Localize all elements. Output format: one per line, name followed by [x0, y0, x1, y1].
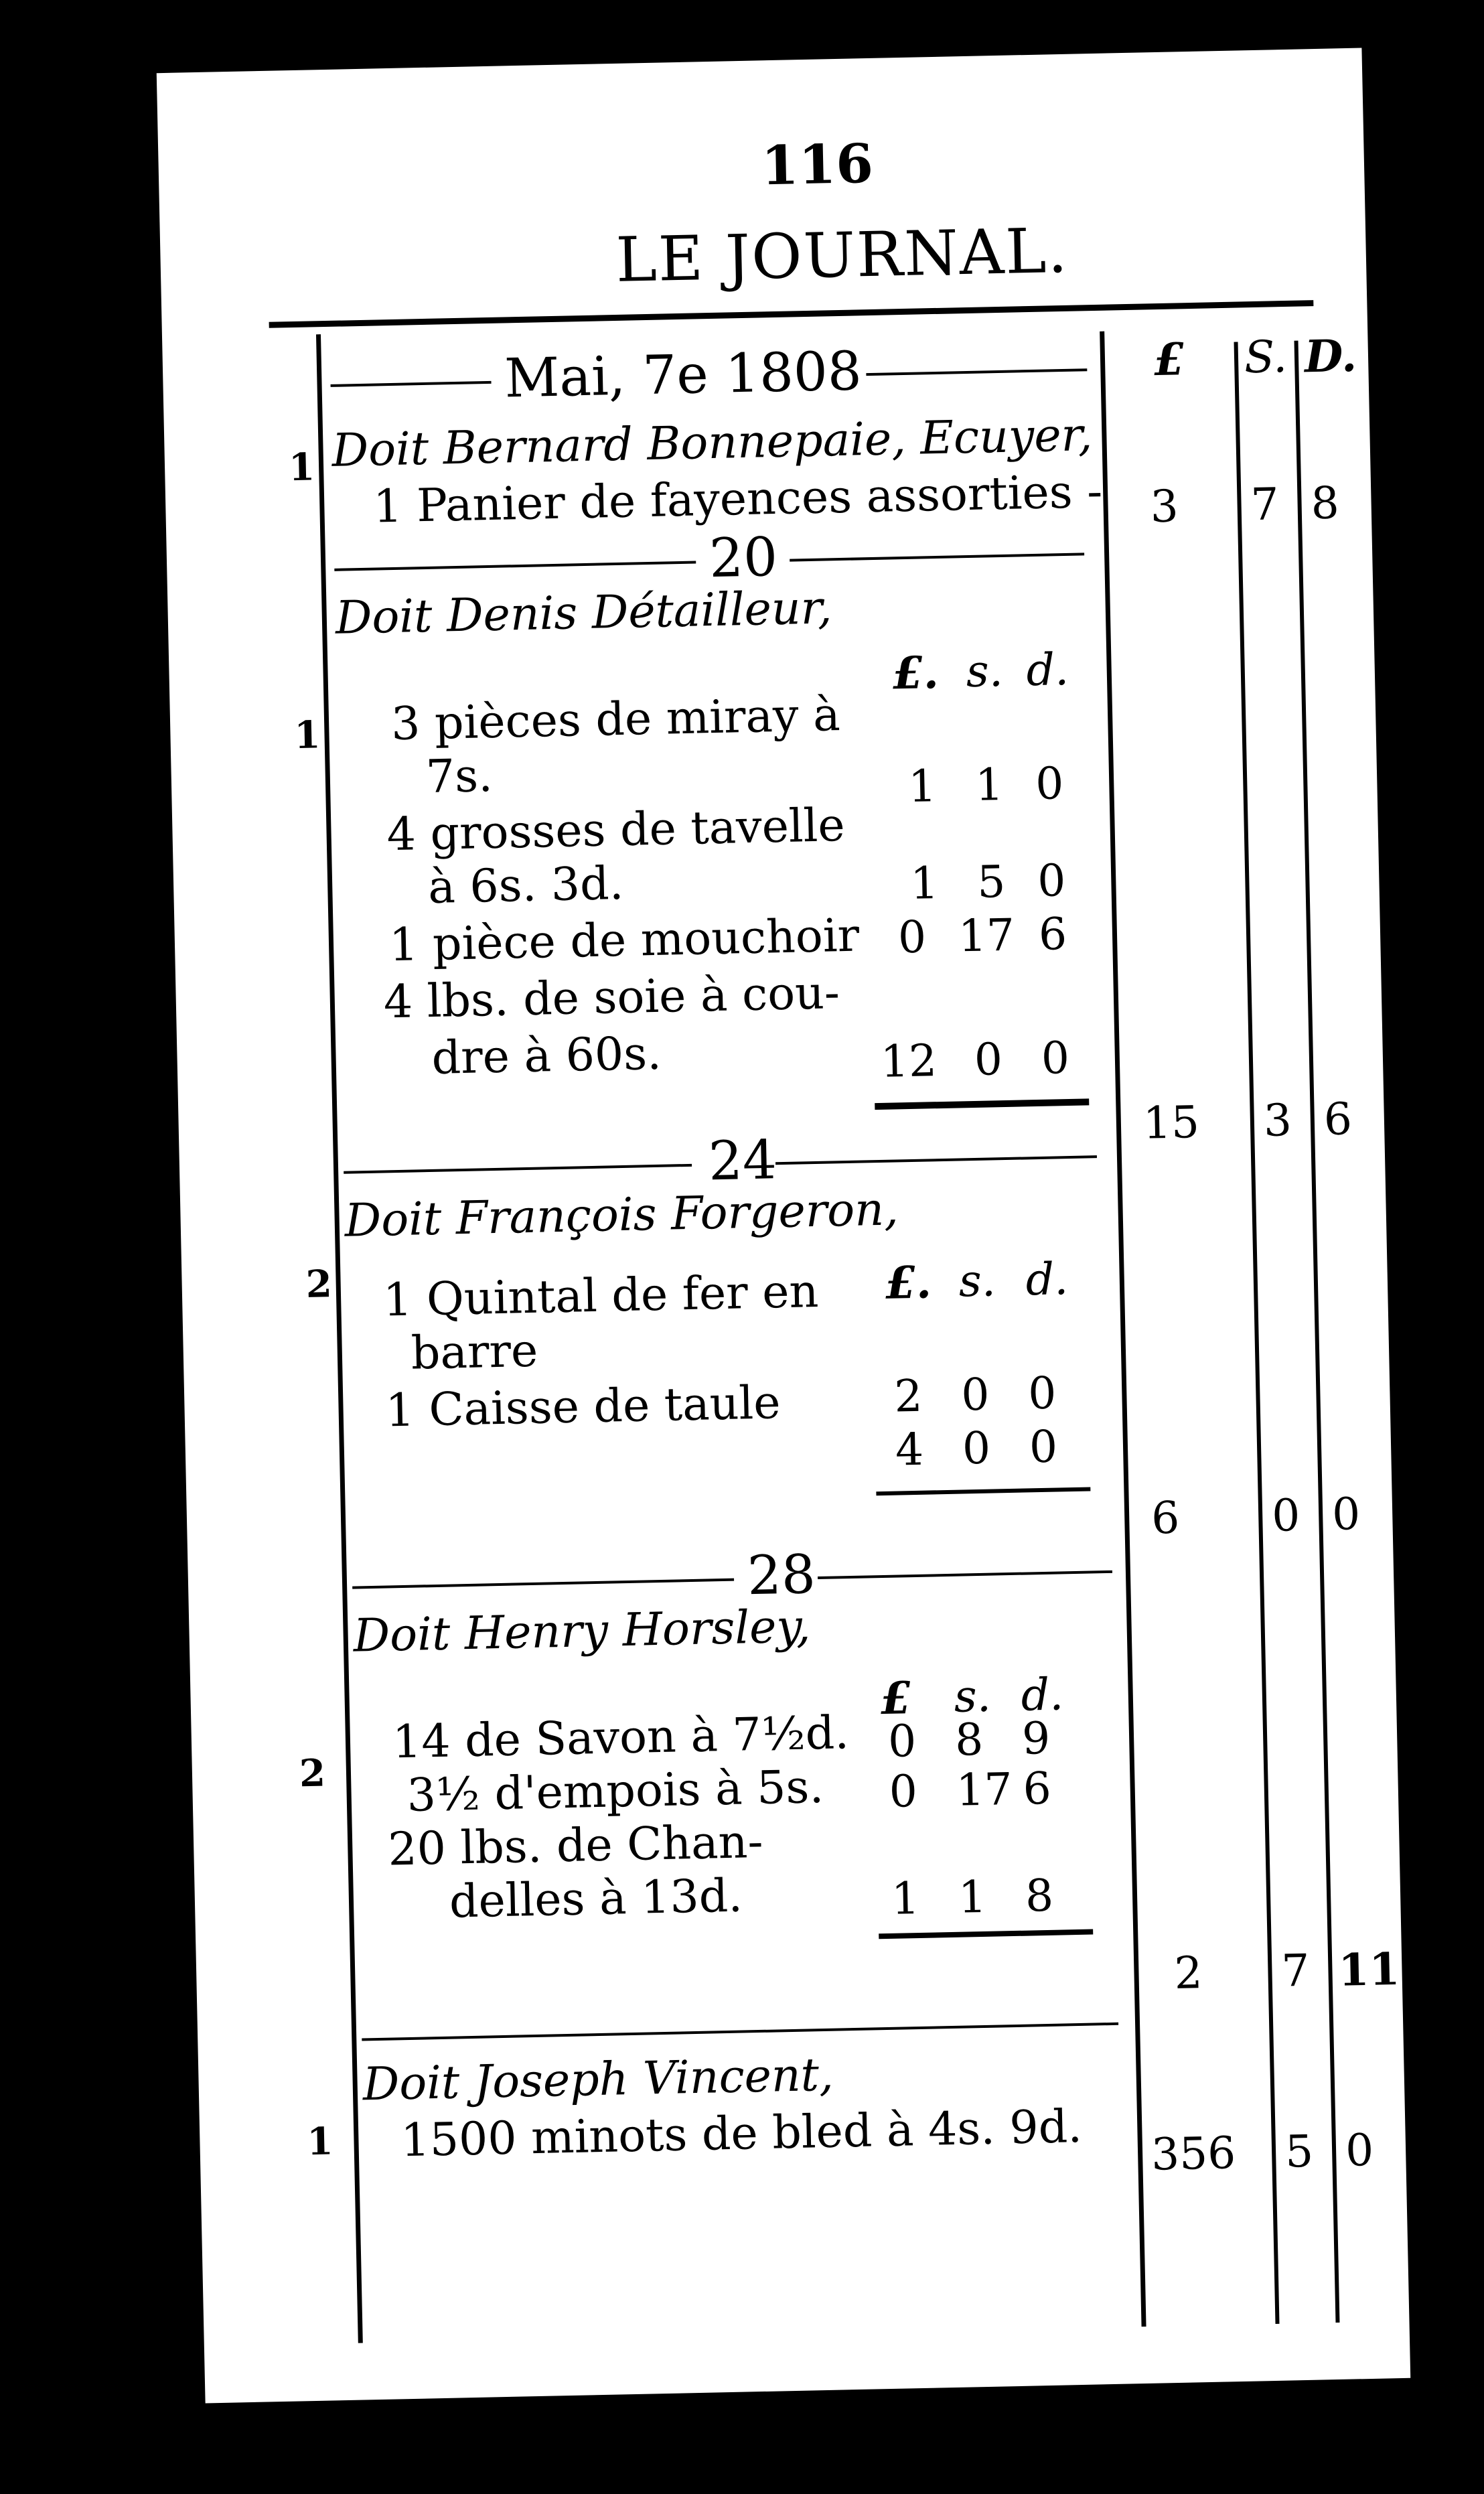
- total-pounds: 6: [1151, 1491, 1181, 1544]
- sub-header-pounds: £.: [885, 1256, 932, 1309]
- item-pounds: 0: [897, 911, 927, 964]
- subtotal-rule: [875, 1098, 1089, 1110]
- item-description: 4 grosses de tavelle: [386, 798, 846, 862]
- debtor-name: Doit Joseph Vincent,: [362, 2048, 834, 2112]
- page-number: 116: [760, 131, 874, 198]
- item-pence: 0: [1037, 855, 1067, 907]
- folio-marker: 2: [305, 1262, 333, 1307]
- debtor-name: Doit François Forgeron,: [344, 1183, 899, 1248]
- total-pounds: 3: [1149, 480, 1179, 533]
- debtor-name: Doit Henry Horsley,: [352, 1600, 812, 1663]
- total-pence: 6: [1323, 1093, 1353, 1146]
- entry-date: 20: [709, 525, 778, 590]
- item-shillings: 1: [958, 1871, 987, 1923]
- sub-header-pence: d.: [1025, 643, 1069, 696]
- item-pence: 0: [1029, 1420, 1058, 1473]
- folio-marker: 1: [306, 2119, 334, 2165]
- item-description-cont: barre: [411, 1324, 538, 1380]
- item-pence: 0: [1041, 1032, 1070, 1084]
- sub-header-pence: d.: [1025, 1253, 1069, 1306]
- entry-date: Mai, 7e 1808: [504, 340, 863, 410]
- item-shillings: 8: [954, 1713, 984, 1766]
- total-shillings: 5: [1284, 2125, 1314, 2178]
- item-description-cont: 7s.: [425, 749, 494, 804]
- total-pounds: 15: [1142, 1096, 1200, 1149]
- sub-header-pounds: £.: [891, 646, 940, 700]
- item-line: 1500 minots de bled à 4s. 9d.: [400, 2100, 1083, 2168]
- date-rule-right: [866, 368, 1087, 376]
- folio-marker: 2: [299, 1751, 326, 1796]
- item-pounds: 1: [907, 760, 938, 812]
- folio-marker: 1: [293, 713, 321, 758]
- item-description: 4 lbs. de soie à cou-: [383, 966, 840, 1029]
- item-description-cont: delles à 13d.: [449, 1869, 743, 1929]
- item-pounds: 2: [893, 1370, 923, 1422]
- item-shillings: 17: [958, 909, 1015, 962]
- total-shillings: 7: [1250, 478, 1280, 531]
- date-rule-right: [775, 1155, 1097, 1165]
- item-pounds: 0: [887, 1715, 917, 1767]
- item-shillings: 1: [974, 758, 1005, 811]
- item-description: 3 pièces de miray à: [390, 688, 841, 751]
- item-shillings: 5: [976, 855, 1007, 908]
- shillings-column-rule: [1234, 342, 1280, 2324]
- item-pence: 8: [1025, 1869, 1054, 1922]
- amount-column-rule: [1100, 332, 1146, 2327]
- item-pounds: 4: [895, 1423, 924, 1476]
- sub-header-shillings: s.: [953, 1670, 992, 1722]
- sub-header-shillings: s.: [965, 644, 1004, 698]
- pence-header: D.: [1304, 329, 1357, 383]
- total-pence: 0: [1345, 2124, 1374, 2177]
- item-shillings: 0: [962, 1422, 991, 1475]
- entry-date: 28: [746, 1543, 816, 1607]
- item-shillings: 0: [960, 1368, 990, 1421]
- sub-header-pounds: £: [880, 1672, 912, 1725]
- pounds-header: £: [1153, 333, 1185, 386]
- sub-header-pence: d.: [1020, 1668, 1064, 1721]
- date-rule-left: [331, 381, 492, 387]
- item-line: 1 Panier de fayences assorties -: [372, 465, 1103, 534]
- page-title: LE JOURNAL.: [615, 214, 1069, 296]
- item-pence: 6: [1022, 1762, 1052, 1815]
- item-description: 14 de Savon à 7½d.: [392, 1706, 850, 1769]
- date-rule-right: [818, 1570, 1112, 1579]
- item-pence: 0: [1027, 1367, 1057, 1420]
- total-pence: 8: [1310, 477, 1340, 530]
- debtor-name: Doit Bernard Bonnepaie, Ecuyer,: [331, 409, 1093, 478]
- sub-header-shillings: s.: [958, 1254, 996, 1307]
- subtotal-rule: [876, 1487, 1090, 1495]
- total-pounds: 356: [1151, 2127, 1236, 2181]
- total-shillings: 3: [1263, 1094, 1292, 1147]
- item-description: 1 Quintal de fer en: [382, 1264, 820, 1327]
- item-description: 3½ d'empois à 5s.: [406, 1760, 824, 1822]
- debtor-name: Doit Denis Détailleur,: [335, 581, 833, 645]
- item-shillings: 0: [974, 1033, 1003, 1086]
- date-rule-right: [790, 553, 1084, 561]
- item-pounds: 0: [888, 1765, 918, 1818]
- total-shillings: 7: [1280, 1944, 1311, 1997]
- item-pence: 6: [1038, 908, 1067, 960]
- total-shillings: 0: [1271, 1489, 1301, 1542]
- folio-marker: 1: [288, 445, 315, 490]
- item-description: 20 lbs. de Chan-: [387, 1815, 764, 1877]
- header-rule: [269, 300, 1314, 328]
- item-pounds: 1: [891, 1872, 920, 1925]
- item-shillings: 17: [955, 1763, 1013, 1816]
- item-pounds: 12: [880, 1035, 938, 1088]
- shillings-header: S.: [1244, 330, 1288, 384]
- pence-column-rule: [1294, 341, 1339, 2323]
- entry-separator-rule: [362, 2023, 1118, 2041]
- subtotal-rule: [879, 1929, 1093, 1939]
- date-rule-left: [334, 561, 696, 571]
- item-description-cont: à 6s. 3d.: [427, 857, 625, 914]
- item-description: 1 Caisse de taule: [384, 1376, 782, 1438]
- entry-date: 24: [707, 1128, 777, 1193]
- item-pounds: 1: [909, 857, 940, 909]
- item-description-cont: dre à 60s.: [431, 1027, 662, 1085]
- item-description: 1 pièce de mouchoir: [388, 909, 860, 972]
- date-rule-left: [344, 1164, 692, 1174]
- total-pence: 0: [1331, 1488, 1361, 1540]
- item-pence: 0: [1035, 757, 1065, 810]
- journal-page: [157, 48, 1410, 2404]
- item-pence: 9: [1021, 1712, 1051, 1765]
- date-rule-left: [352, 1579, 734, 1589]
- total-pounds: 2: [1173, 1947, 1203, 2000]
- total-pence: 11: [1337, 1942, 1401, 1996]
